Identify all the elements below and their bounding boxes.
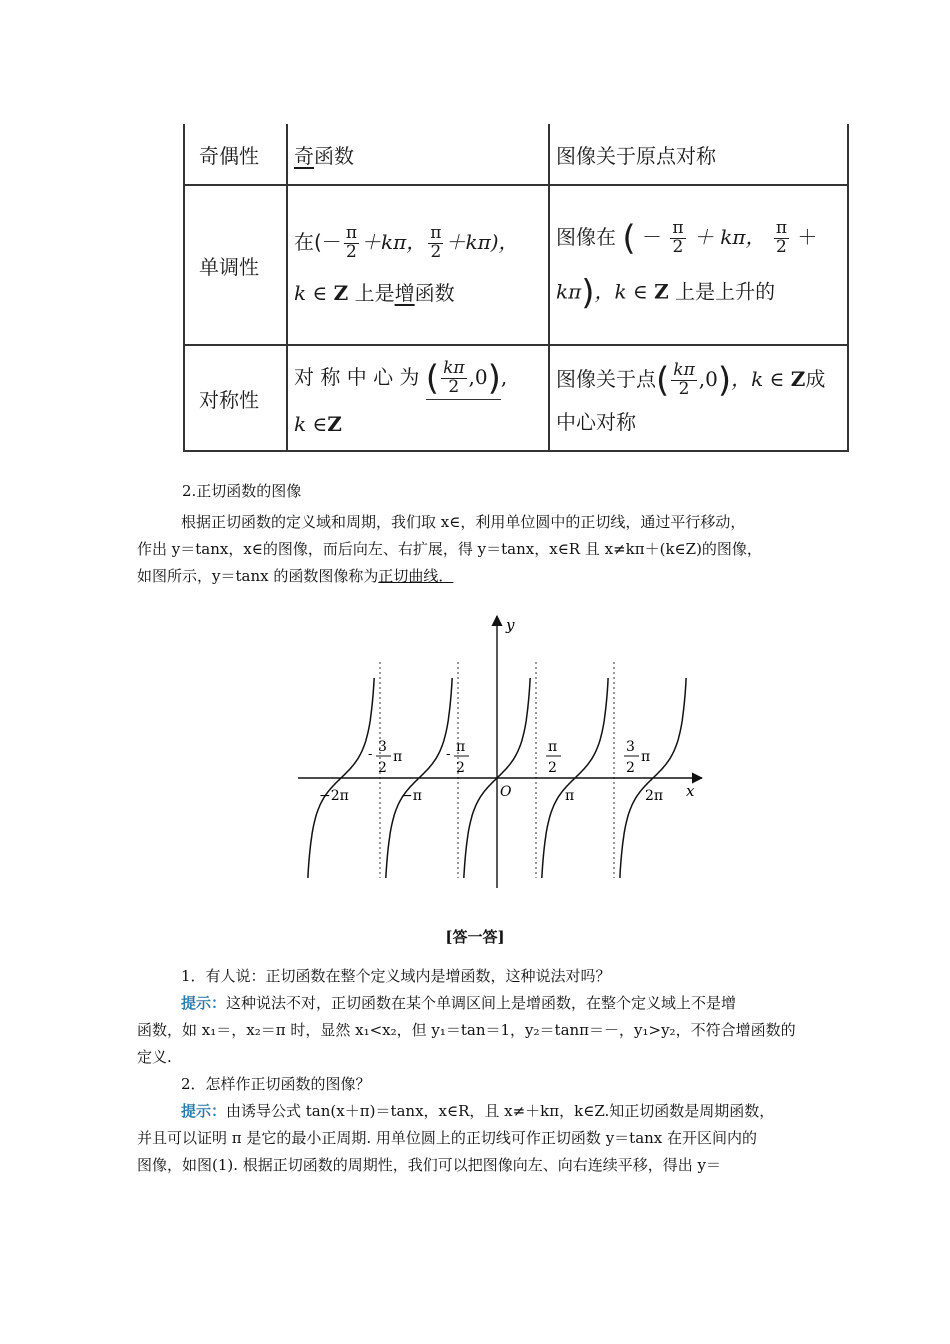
fraction: $\frac{\pi}{2}$ — [775, 217, 788, 257]
asymptote-label — [368, 739, 402, 776]
pi-symbol: π — [393, 749, 403, 765]
table-row — [184, 345, 848, 451]
fraction: $\frac{k\pi}{2}$ — [673, 359, 695, 399]
property-cell: 奇函数 — [287, 124, 549, 185]
zero-label: 2π — [645, 788, 664, 804]
table-row — [184, 124, 848, 185]
fraction: $\frac{\pi}{2}$ — [345, 222, 357, 262]
description-cell: 图像关于原点对称 — [549, 124, 848, 185]
question-1: 1．有人说：正切函数在整个定义域内是增函数，这种说法对吗？ — [181, 967, 611, 985]
zero-label: π — [565, 788, 575, 804]
numerator: π — [456, 739, 466, 755]
section-paragraph: 根据正切函数的定义域和周期，我们取 x∈，利用单位圆中的正切线，通过平行移动， 作出 y＝tanx，x∈的图像，而后向左、右扩展，得 y＝tanx，x∈R 且 x≠kπ＋(k∈Z)的图像， 如图所示，y＝tanx 的函数图像称为正切曲线． — [137, 513, 762, 585]
pi-symbol: π — [641, 749, 651, 765]
fraction: $\frac{\pi}{2}$ — [672, 217, 684, 257]
description-cell: 图像在 ( － $\frac{\pi}{2}$ ＋ kπ， $\frac{\pi}{2}$ ＋ kπ)，k ∈ Z 上是上升的 — [549, 185, 848, 345]
x-axis-label: x — [686, 782, 695, 800]
hint-label: 提示： — [181, 994, 227, 1012]
numerator: π — [548, 739, 558, 755]
underlined-term: 奇 — [294, 143, 314, 168]
denominator: 2 — [378, 760, 387, 776]
asymptote-label — [624, 739, 650, 776]
minus-sign: - — [446, 747, 451, 762]
underlined-term: 增 — [394, 281, 415, 306]
property-cell: 在(－ $\frac{\pi}{2}$ ＋kπ， $\frac{\pi}{2}$ ＋kπ)， k ∈ Z 上是增函数 — [287, 185, 549, 345]
minus-sign: - — [368, 747, 373, 762]
description-cell: 图像关于点( $\frac{k\pi}{2}$ ,0)，k ∈ Z成 中心对称 — [549, 345, 848, 451]
property-cell: 对 称 中 心 为 ( $\frac{k\pi}{2}$ ,0), k ∈Z — [287, 345, 549, 451]
asymptote-label — [546, 739, 561, 776]
denominator: 2 — [626, 760, 635, 776]
fraction: $\frac{\pi}{2}$ — [430, 222, 442, 262]
hint-label: 提示： — [181, 1102, 227, 1120]
section-heading: 2.正切函数的图像 — [182, 482, 302, 500]
denominator: 2 — [548, 760, 557, 776]
denominator: 2 — [456, 760, 465, 776]
row-label: 奇偶性 — [184, 124, 287, 185]
properties-table — [183, 124, 849, 452]
row-label: 单调性 — [184, 185, 287, 345]
row-label: 对称性 — [184, 345, 287, 451]
axis-labels — [319, 739, 663, 804]
y-axis-label: y — [506, 616, 515, 634]
numerator: 3 — [626, 739, 635, 755]
table-row — [184, 185, 848, 345]
numerator: 3 — [378, 739, 387, 755]
underlined-term: 正切曲线． — [378, 567, 454, 585]
fraction: $\frac{k\pi}{2}$ — [443, 358, 465, 397]
question-2: 2．怎样作正切函数的图像？ — [181, 1075, 371, 1093]
answer-block: 1．有人说：正切函数在整个定义域内是增函数，这种说法对吗？ 提示：这种说法不对，正切函数在某个单调区间上是增函数，在整个定义域上不是增 函数，如 x₁＝，x₂＝π 时，显然 x₁<x₂，但 y₁＝tan＝1，y₂＝tanπ＝－，y₁>y₂，不符合增函数的 定义. 2．怎样作正切函数的图像？ 提示：由诱导公式 tan(x＋π)＝tanx，x∈R，且 x≠＋kπ，k∈Z.知正切函数是周期函数， 并且可以证明 π 是它的最小正周期. 用单位圆上的正切线可作正切函数 y＝tanx 在开区间内的 图像，如图(1). 根据正切函数的周期性，我们可以把图像向左、向右连续平移，得出 y＝ — [137, 963, 817, 1179]
origin-label: O — [500, 784, 512, 800]
zero-label: −2π — [319, 788, 349, 804]
answer-title: [答一答] — [445, 928, 505, 946]
tangent-graph — [292, 610, 712, 892]
zero-label: −π — [401, 788, 422, 804]
